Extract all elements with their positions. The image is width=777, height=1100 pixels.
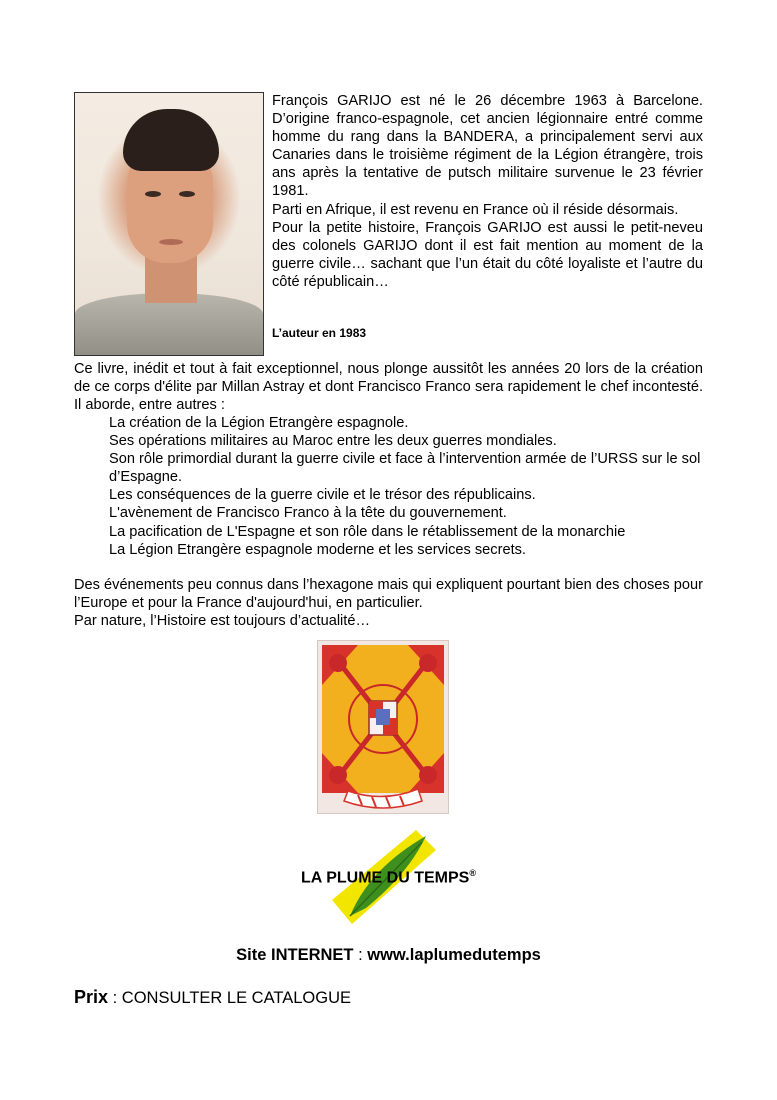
author-bio [272, 92, 703, 291]
registered-mark: ® [469, 868, 476, 878]
list-item: Son rôle primordial durant la guerre civile et face à l’intervention armée de l’URSS sur le sol d’Espagne. [109, 451, 701, 486]
publisher-name [0, 868, 777, 887]
list-item: La création de la Légion Etrangère espagnole. [109, 415, 409, 431]
site-separator: : [353, 946, 368, 964]
price-separator: : [108, 989, 122, 1007]
conclusion-paragraph: Par nature, l’Histoire est toujours d’actualité… [74, 613, 371, 630]
site-label: Site INTERNET [236, 946, 354, 964]
list-item: Ses opérations militaires au Maroc entre les deux guerres mondiales. [109, 433, 557, 450]
website-line [0, 946, 777, 965]
publisher-name-text: LA PLUME DU TEMPS [301, 869, 470, 887]
book-intro: Ce livre, inédit et tout à fait exceptionnel, nous plonge aussitôt les années 20 lors de la création de ce corps d'élite par Millan Astray et dont Francisco Franco sera rapidement le chef incontesté. Il aborde, entre autres : [74, 361, 703, 414]
conclusion-paragraph: Des événements peu connus dans l’hexagone mais qui expliquent pourtant bien des choses pour l’Europe et pour la France d'aujourd'hui, en particulier. [74, 577, 703, 612]
book-conclusion [74, 576, 703, 630]
list-item: Les conséquences de la guerre civile et le trésor des républicains. [109, 487, 536, 504]
list-item: L'avènement de Francisco Franco à la tête du gouvernement. [109, 505, 507, 522]
topic-list [109, 414, 703, 559]
price-label: Prix [74, 987, 109, 1007]
list-item: La pacification de L'Espagne et son rôle dans le rétablissement de la monarchie [109, 523, 626, 540]
price-line [74, 987, 351, 1008]
bio-paragraph: Pour la petite histoire, François GARIJO est aussi le petit-neveu des colonels GARIJO dont il est fait mention au moment de la guerre civile… sachant que l’un était du côté loyaliste et l’autre du côté républicain… [272, 219, 703, 290]
author-photo [74, 92, 264, 356]
flag-emblem-icon [318, 641, 448, 813]
price-value: CONSULTER LE CATALOGUE [121, 989, 352, 1007]
bio-paragraph: Parti en Afrique, il est revenu en France où il réside désormais. [272, 201, 679, 218]
photo-caption: L’auteur en 1983 [272, 326, 367, 340]
site-url[interactable]: www.laplumedutemps [367, 946, 541, 964]
legion-flag-image [317, 640, 449, 814]
list-item: La Légion Etrangère espagnole moderne et les services secrets. [109, 541, 526, 558]
bio-paragraph: François GARIJO est né le 26 décembre 1963 à Barcelone. D’origine franco-espagnole, cet ancien légionnaire entré comme homme du rang dans la BANDERA, a principalement servi aux Canaries dans le troisième régiment de la Légion étrangère, trois ans après la tentative de putsch militaire survenue le 23 février 1981. [272, 93, 703, 200]
